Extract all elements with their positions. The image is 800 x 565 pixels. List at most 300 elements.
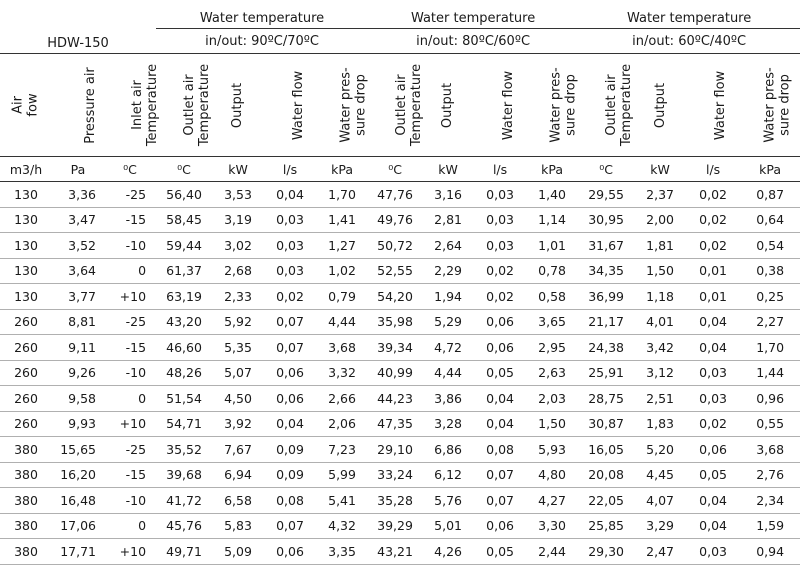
table-cell: 2,06 — [316, 411, 368, 437]
table-cell: 47,76 — [368, 182, 422, 208]
table-cell: 0,04 — [686, 335, 740, 361]
table-cell: 380 — [0, 513, 52, 539]
table-cell: 1,70 — [740, 335, 800, 361]
table-cell: +10 — [104, 284, 156, 310]
column-header-line: Pressure air — [82, 67, 98, 144]
table-cell: 16,48 — [52, 488, 104, 514]
table-cell: 4,27 — [526, 488, 578, 514]
table-cell: 1,50 — [634, 258, 686, 284]
table-cell: 2,27 — [740, 309, 800, 335]
table-cell: 0,06 — [264, 360, 316, 386]
table-cell: 50,72 — [368, 233, 422, 259]
table-cell: 2,33 — [212, 284, 264, 310]
group-title: Water temperature — [626, 11, 752, 26]
table-cell: 16,05 — [578, 437, 634, 463]
table-cell: 52,55 — [368, 258, 422, 284]
table-cell: 3,02 — [212, 233, 264, 259]
unit-cell: kPa — [526, 157, 578, 182]
table-cell: -25 — [104, 309, 156, 335]
table-cell: 6,58 — [212, 488, 264, 514]
table-cell: 7,67 — [212, 437, 264, 463]
table-cell: 0 — [104, 258, 156, 284]
table-cell: 0,64 — [740, 207, 800, 233]
table-cell: +10 — [104, 539, 156, 565]
table-cell: 0,01 — [686, 284, 740, 310]
column-header-label — [441, 83, 456, 128]
table-cell: 0,09 — [264, 462, 316, 488]
table-cell: 61,37 — [156, 258, 212, 284]
table-cell: 3,86 — [422, 386, 474, 412]
table-cell: 3,42 — [634, 335, 686, 361]
table-cell: 4,26 — [422, 539, 474, 565]
unit-cell: ⁰C — [104, 157, 156, 182]
column-header — [0, 54, 52, 157]
table-cell: 0,25 — [740, 284, 800, 310]
column-header — [578, 54, 634, 157]
table-cell: 0,06 — [264, 386, 316, 412]
table-cell: 1,81 — [634, 233, 686, 259]
column-header — [526, 54, 578, 157]
table-cell: 0,05 — [474, 360, 526, 386]
table-cell: 43,21 — [368, 539, 422, 565]
table-cell: 0,55 — [740, 411, 800, 437]
table-cell: 1,50 — [526, 411, 578, 437]
table-cell: 48,26 — [156, 360, 212, 386]
table-cell: 45,76 — [156, 513, 212, 539]
table-cell: 380 — [0, 488, 52, 514]
table-cell: 0,04 — [264, 411, 316, 437]
table-row — [0, 513, 800, 539]
table-cell: 0,04 — [686, 513, 740, 539]
table-cell: 4,44 — [422, 360, 474, 386]
column-header-line: Water pres- — [762, 67, 778, 143]
table-cell: 4,07 — [634, 488, 686, 514]
column-header — [634, 54, 686, 157]
table-cell: 1,01 — [526, 233, 578, 259]
table-cell: 5,35 — [212, 335, 264, 361]
table-row — [0, 258, 800, 284]
column-header-label — [653, 83, 668, 128]
column-header-line: sure drop — [563, 74, 579, 136]
table-cell: 0,58 — [526, 284, 578, 310]
column-header-line: Temperature — [409, 63, 425, 147]
table-cell: 56,40 — [156, 182, 212, 208]
table-cell: 41,72 — [156, 488, 212, 514]
table-cell: 36,99 — [578, 284, 634, 310]
table-cell: 0,04 — [474, 386, 526, 412]
table-row — [0, 284, 800, 310]
table-cell: 0,08 — [474, 437, 526, 463]
table-cell: 0,02 — [686, 233, 740, 259]
table-cell: 0,07 — [264, 513, 316, 539]
table-cell: 46,60 — [156, 335, 212, 361]
table-cell: 3,92 — [212, 411, 264, 437]
table-cell: 39,34 — [368, 335, 422, 361]
column-header-label — [231, 83, 246, 128]
column-header — [104, 54, 161, 157]
table-cell: -10 — [104, 233, 156, 259]
table-cell: 25,85 — [578, 513, 634, 539]
unit-cell: Pa — [52, 157, 104, 182]
table-cell: 28,75 — [578, 386, 634, 412]
group-title-row — [0, 0, 800, 29]
table-cell: 2,64 — [422, 233, 474, 259]
table-cell: 39,29 — [368, 513, 422, 539]
table-cell: 0,02 — [686, 182, 740, 208]
table-cell: 0,05 — [686, 462, 740, 488]
table-cell: 1,02 — [316, 258, 368, 284]
table-cell: 3,77 — [52, 284, 104, 310]
table-cell: -10 — [104, 488, 156, 514]
column-header — [264, 54, 316, 157]
table-cell: +10 — [104, 411, 156, 437]
table-cell: 0,07 — [474, 462, 526, 488]
group-subtitle: in/out: 80ºC/60ºC — [368, 29, 578, 54]
table-cell: 5,41 — [316, 488, 368, 514]
table-cell: 4,72 — [422, 335, 474, 361]
table-cell: -15 — [104, 462, 156, 488]
table-cell: 17,71 — [52, 539, 104, 565]
column-header-label — [182, 64, 212, 146]
table-cell: 0,03 — [264, 207, 316, 233]
table-cell: 0,04 — [686, 309, 740, 335]
column-header-line: Water pres- — [338, 67, 354, 143]
table-cell: 2,51 — [634, 386, 686, 412]
table-cell: 51,54 — [156, 386, 212, 412]
table-cell: 0,04 — [474, 411, 526, 437]
unit-cell: ⁰C — [578, 157, 634, 182]
table-cell: 1,41 — [316, 207, 368, 233]
column-header-label — [83, 67, 98, 144]
table-cell: 1,70 — [316, 182, 368, 208]
table-cell: 260 — [0, 309, 52, 335]
table-cell: 3,12 — [634, 360, 686, 386]
unit-cell: m3/h — [0, 157, 52, 182]
table-cell: 4,80 — [526, 462, 578, 488]
table-cell: 0,06 — [686, 437, 740, 463]
table-cell: 0,02 — [686, 207, 740, 233]
group-title: Water temperature — [199, 11, 325, 26]
table-cell: 1,14 — [526, 207, 578, 233]
table-cell: 43,20 — [156, 309, 212, 335]
table-cell: 380 — [0, 462, 52, 488]
table-cell: 0,06 — [264, 539, 316, 565]
units-row — [0, 157, 800, 182]
column-header — [368, 54, 425, 157]
table-cell: 31,67 — [578, 233, 634, 259]
table-cell: 9,11 — [52, 335, 104, 361]
table-cell: 0,06 — [474, 335, 526, 361]
table-cell: 0,01 — [686, 258, 740, 284]
table-cell: 2,47 — [634, 539, 686, 565]
column-header-line: Water flow — [501, 70, 517, 141]
table-cell: 15,65 — [52, 437, 104, 463]
table-cell: 6,86 — [422, 437, 474, 463]
table-cell: 0,04 — [686, 488, 740, 514]
table-cell: -15 — [104, 207, 156, 233]
table-cell: 22,05 — [578, 488, 634, 514]
column-header — [316, 54, 368, 157]
table-cell: 4,32 — [316, 513, 368, 539]
unit-cell: kW — [422, 157, 474, 182]
table-cell: 3,64 — [52, 258, 104, 284]
table-cell: 0,87 — [740, 182, 800, 208]
table-cell: 54,71 — [156, 411, 212, 437]
column-header-line: Temperature — [619, 63, 635, 147]
table-cell: 6,12 — [422, 462, 474, 488]
table-cell: 40,99 — [368, 360, 422, 386]
table-cell: 5,83 — [212, 513, 264, 539]
table-cell: 24,38 — [578, 335, 634, 361]
unit-cell: kW — [634, 157, 686, 182]
model-name: HDW-150 — [47, 36, 109, 51]
table-cell: 3,65 — [526, 309, 578, 335]
table-cell: 260 — [0, 386, 52, 412]
table-cell: 35,52 — [156, 437, 212, 463]
table-cell: 0 — [104, 513, 156, 539]
table-cell: 1,83 — [634, 411, 686, 437]
table-cell: 2,63 — [526, 360, 578, 386]
unit-cell: l/s — [686, 157, 740, 182]
column-header-row — [0, 54, 800, 157]
column-header-line: Output — [230, 82, 246, 129]
table-cell: 130 — [0, 233, 52, 259]
table-cell: 20,08 — [578, 462, 634, 488]
table-cell: 0,04 — [264, 182, 316, 208]
table-cell: -25 — [104, 437, 156, 463]
column-header — [740, 54, 800, 157]
table-cell: 3,68 — [740, 437, 800, 463]
column-header-line: Outlet air — [394, 74, 410, 136]
column-header-line: Output — [440, 82, 456, 129]
table-cell: 0,08 — [264, 488, 316, 514]
unit-cell: kPa — [316, 157, 368, 182]
table-row — [0, 437, 800, 463]
table-cell: 5,76 — [422, 488, 474, 514]
table-cell: 0,02 — [474, 258, 526, 284]
table-cell: 49,76 — [368, 207, 422, 233]
column-header — [686, 54, 740, 157]
table-cell: 2,68 — [212, 258, 264, 284]
table-cell: 0,09 — [264, 437, 316, 463]
table-cell: 3,68 — [316, 335, 368, 361]
table-cell: 21,17 — [578, 309, 634, 335]
table-cell: 2,66 — [316, 386, 368, 412]
column-header-line: Inlet air — [130, 80, 146, 130]
table-cell: 0,06 — [474, 309, 526, 335]
table-cell: 7,23 — [316, 437, 368, 463]
table-row — [0, 386, 800, 412]
table-cell: 1,40 — [526, 182, 578, 208]
column-header-label — [339, 67, 369, 142]
table-cell: 4,44 — [316, 309, 368, 335]
table-cell: 5,09 — [212, 539, 264, 565]
table-cell: 29,55 — [578, 182, 634, 208]
table-cell: 17,06 — [52, 513, 104, 539]
table-row — [0, 360, 800, 386]
table-cell: 3,53 — [212, 182, 264, 208]
table-cell: 130 — [0, 207, 52, 233]
table-cell: 1,27 — [316, 233, 368, 259]
table-cell: 25,91 — [578, 360, 634, 386]
table-cell: -25 — [104, 182, 156, 208]
table-row — [0, 233, 800, 259]
group-title: Water temperature — [410, 11, 536, 26]
column-header — [52, 54, 104, 157]
table-cell: 3,29 — [634, 513, 686, 539]
table-cell: 0,02 — [686, 411, 740, 437]
table-cell: 130 — [0, 284, 52, 310]
table-row — [0, 182, 800, 208]
table-cell: 5,01 — [422, 513, 474, 539]
table-cell: 0,07 — [264, 335, 316, 361]
table-cell: 49,71 — [156, 539, 212, 565]
table-cell: 0,03 — [686, 360, 740, 386]
column-header-label — [763, 67, 793, 142]
table-cell: 260 — [0, 411, 52, 437]
column-header-label — [11, 93, 41, 116]
table-cell: 0 — [104, 386, 156, 412]
column-header-line: Outlet air — [604, 74, 620, 136]
column-header-label — [713, 71, 728, 140]
column-header-line: Water flow — [713, 70, 729, 141]
table-cell: 1,18 — [634, 284, 686, 310]
column-header-line: Output — [652, 82, 668, 129]
table-cell: 9,26 — [52, 360, 104, 386]
column-header-line: Water pres- — [548, 67, 564, 143]
table-cell: 5,92 — [212, 309, 264, 335]
table-cell: 130 — [0, 182, 52, 208]
table-cell: 9,93 — [52, 411, 104, 437]
column-header-label — [394, 64, 424, 146]
table-row — [0, 309, 800, 335]
table-cell: 47,35 — [368, 411, 422, 437]
table-cell: 0,03 — [474, 182, 526, 208]
table-cell: 3,28 — [422, 411, 474, 437]
table-cell: 54,20 — [368, 284, 422, 310]
unit-cell: ⁰C — [156, 157, 212, 182]
table-cell: 29,10 — [368, 437, 422, 463]
table-cell: 1,59 — [740, 513, 800, 539]
unit-cell: l/s — [474, 157, 526, 182]
table-cell: 0,07 — [264, 309, 316, 335]
column-header — [212, 54, 264, 157]
column-header — [156, 54, 212, 157]
table-row — [0, 335, 800, 361]
table-cell: 33,24 — [368, 462, 422, 488]
table-cell: 1,94 — [422, 284, 474, 310]
table-cell: 2,03 — [526, 386, 578, 412]
table-cell: 3,16 — [422, 182, 474, 208]
table-cell: 30,87 — [578, 411, 634, 437]
table-cell: 16,20 — [52, 462, 104, 488]
column-header-line: Water flow — [291, 70, 307, 141]
table-cell: 0,06 — [474, 513, 526, 539]
column-header-line: Temperature — [145, 63, 161, 147]
unit-cell: kW — [212, 157, 264, 182]
table-row — [0, 488, 800, 514]
table-cell: 4,50 — [212, 386, 264, 412]
table-cell: 3,52 — [52, 233, 104, 259]
table-cell: 4,01 — [634, 309, 686, 335]
table-body — [0, 182, 800, 565]
table-cell: 2,44 — [526, 539, 578, 565]
table-row — [0, 462, 800, 488]
table-cell: 6,94 — [212, 462, 264, 488]
column-header-line: Air — [10, 96, 26, 114]
table-cell: 35,98 — [368, 309, 422, 335]
table-cell: 3,35 — [316, 539, 368, 565]
table-cell: 3,30 — [526, 513, 578, 539]
table-cell: 3,47 — [52, 207, 104, 233]
column-header — [474, 54, 526, 157]
table-cell: 63,19 — [156, 284, 212, 310]
table-row — [0, 539, 800, 565]
column-header-label — [291, 71, 306, 140]
table-cell: 0,78 — [526, 258, 578, 284]
table-cell: 44,23 — [368, 386, 422, 412]
table-cell: 3,36 — [52, 182, 104, 208]
column-header-line: sure drop — [777, 74, 793, 136]
table-cell: 5,29 — [422, 309, 474, 335]
table-cell: 5,20 — [634, 437, 686, 463]
unit-cell: kPa — [740, 157, 800, 182]
group-subtitle: in/out: 60ºC/40ºC — [578, 29, 800, 54]
table-cell: 380 — [0, 437, 52, 463]
table-cell: 260 — [0, 360, 52, 386]
table-cell: -10 — [104, 360, 156, 386]
table-cell: 2,29 — [422, 258, 474, 284]
table-cell: 29,30 — [578, 539, 634, 565]
table-cell: 0,03 — [474, 207, 526, 233]
table-cell: 0,38 — [740, 258, 800, 284]
column-header-line: Temperature — [197, 63, 213, 147]
table-cell: 2,95 — [526, 335, 578, 361]
table-cell: 0,03 — [686, 386, 740, 412]
table-cell: 0,03 — [474, 233, 526, 259]
table-cell: 130 — [0, 258, 52, 284]
table-cell: 0,79 — [316, 284, 368, 310]
table-cell: 0,02 — [264, 284, 316, 310]
table-cell: 0,03 — [264, 258, 316, 284]
table-cell: 5,93 — [526, 437, 578, 463]
column-header-label — [549, 67, 579, 142]
column-header-line: Outlet air — [182, 74, 198, 136]
table-cell: 9,58 — [52, 386, 104, 412]
table-cell: 380 — [0, 539, 52, 565]
table-cell: 58,45 — [156, 207, 212, 233]
table-cell: 3,19 — [212, 207, 264, 233]
table-row — [0, 411, 800, 437]
table-cell: 2,34 — [740, 488, 800, 514]
table-cell: 39,68 — [156, 462, 212, 488]
table-cell: 59,44 — [156, 233, 212, 259]
column-header-label — [501, 71, 516, 140]
table-cell: 2,76 — [740, 462, 800, 488]
table-cell: 0,03 — [686, 539, 740, 565]
column-header-label — [130, 64, 160, 146]
table-cell: 2,81 — [422, 207, 474, 233]
unit-cell: ⁰C — [368, 157, 422, 182]
table-cell: -15 — [104, 335, 156, 361]
table-cell: 35,28 — [368, 488, 422, 514]
table-cell: 0,02 — [474, 284, 526, 310]
table-cell: 0,03 — [264, 233, 316, 259]
table-cell: 4,45 — [634, 462, 686, 488]
table-cell: 2,37 — [634, 182, 686, 208]
table-cell: 1,44 — [740, 360, 800, 386]
table-cell: 8,81 — [52, 309, 104, 335]
